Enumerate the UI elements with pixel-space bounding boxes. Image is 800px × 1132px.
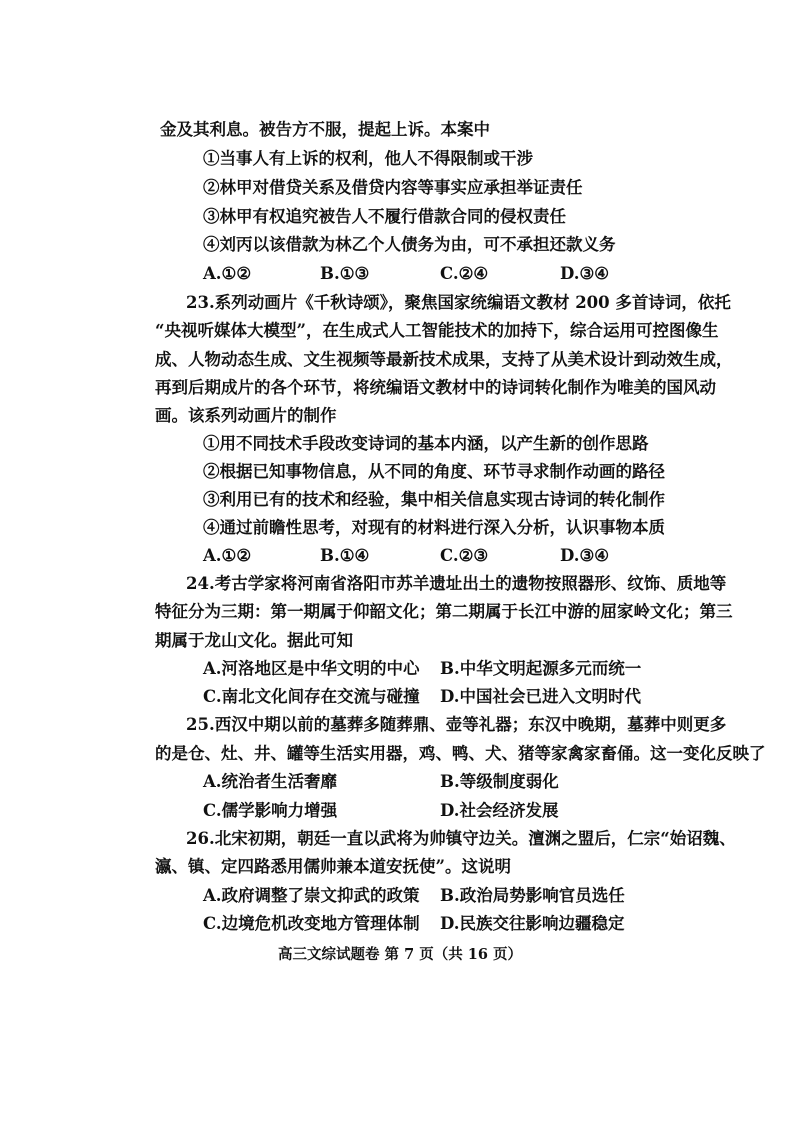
- q25-stem-line-2: 的是仓、灶、井、罐等生活实用器，鸡、鸭、犬、猪等家禽家畜俑。这一变化反映了: [155, 744, 766, 763]
- q23-stem-line-3: 成、人物动态生成、文生视频等最新技术成果，支持了从美术设计到动效生成，: [155, 350, 733, 369]
- q25-option-d: D.社会经济发展: [440, 801, 559, 820]
- q23-stem-line-4: 再到后期成片的各个环节，将统编语文教材中的诗词转化制作为唯美的国风动: [155, 378, 716, 397]
- q26-option-d: D.民族交往影响边疆稳定: [440, 914, 625, 933]
- q24-stem-line-3: 期属于龙山文化。据此可知: [155, 631, 353, 650]
- q26-option-a: A.政府调整了崇文抑武的政策: [203, 886, 420, 905]
- q23-option-c: C.②③: [440, 546, 489, 565]
- q23-option-d: D.③④: [560, 546, 610, 565]
- q23-item-2: ②根据已知事物信息，从不同的角度、环节寻求制作动画的路径: [203, 462, 665, 481]
- q23-item-3: ③利用已有的技术和经验，集中相关信息实现古诗词的转化制作: [203, 490, 665, 509]
- q26-option-b: B.政治局势影响官员选任: [440, 886, 625, 905]
- q24-option-c: C.南北文化间存在交流与碰撞: [203, 687, 420, 706]
- q24-option-a: A.河洛地区是中华文明的中心: [203, 659, 420, 678]
- q24-option-b: B.中华文明起源多元而统一: [440, 659, 642, 678]
- q22-stem-tail: 金及其利息。被告方不服，提起上诉。本案中: [160, 120, 490, 139]
- q22-option-b: B.①③: [320, 264, 370, 283]
- q24-stem-line-1: 24.考古学家将河南省洛阳市苏羊遗址出土的遗物按照器形、纹饰、质地等: [186, 574, 727, 593]
- q23-item-1: ①用不同技术手段改变诗词的基本内涵，以产生新的创作思路: [203, 434, 649, 453]
- page-footer: 高三文综试题卷 第 7 页（共 16 页）: [277, 946, 522, 963]
- q25-option-a: A.统治者生活奢靡: [203, 772, 338, 791]
- q22-option-d: D.③④: [560, 264, 610, 283]
- q23-option-a: A.①②: [203, 546, 252, 565]
- q25-option-b: B.等级制度弱化: [440, 772, 559, 791]
- q22-option-a: A.①②: [203, 264, 252, 283]
- q25-option-c: C.儒学影响力增强: [203, 801, 338, 820]
- q22-item-4: ④刘丙以该借款为林乙个人债务为由，可不承担还款义务: [203, 235, 616, 254]
- q25-stem-line-1: 25.西汉中期以前的墓葬多随葬鼎、壶等礼器；东汉中晚期，墓葬中则更多: [186, 715, 727, 734]
- q23-stem-line-5: 画。该系列动画片的制作: [155, 406, 337, 425]
- q23-stem-line-1: 23.系列动画片《千秋诗颂》，聚焦国家统编语文教材 200 多首诗词，依托: [186, 293, 731, 312]
- q22-item-1: ①当事人有上诉的权利，他人不得限制或干涉: [203, 149, 533, 168]
- q23-item-4: ④通过前瞻性思考，对现有的材料进行深入分析，认识事物本质: [203, 518, 665, 537]
- q26-stem-line-2: 瀛、镇、定四路悉用儒帅兼本道安抚使”。这说明: [155, 857, 511, 876]
- q22-option-c: C.②④: [440, 264, 489, 283]
- q23-option-b: B.①④: [320, 546, 370, 565]
- q26-stem-line-1: 26.北宋初期，朝廷一直以武将为帅镇守边关。澶渊之盟后，仁宗“始诏魏、: [186, 829, 736, 848]
- q22-item-2: ②林甲对借贷关系及借贷内容等事实应承担举证责任: [203, 178, 583, 197]
- q24-option-d: D.中国社会已进入文明时代: [440, 687, 641, 706]
- q22-item-3: ③林甲有权追究被告人不履行借款合同的侵权责任: [203, 207, 566, 226]
- q23-stem-line-2: “央视听媒体大模型”，在生成式人工智能技术的加持下，综合运用可控图像生: [155, 321, 719, 340]
- q24-stem-line-2: 特征分为三期：第一期属于仰韶文化；第二期属于长江中游的屈家岭文化；第三: [155, 602, 733, 621]
- q26-option-c: C.边境危机改变地方管理体制: [203, 914, 420, 933]
